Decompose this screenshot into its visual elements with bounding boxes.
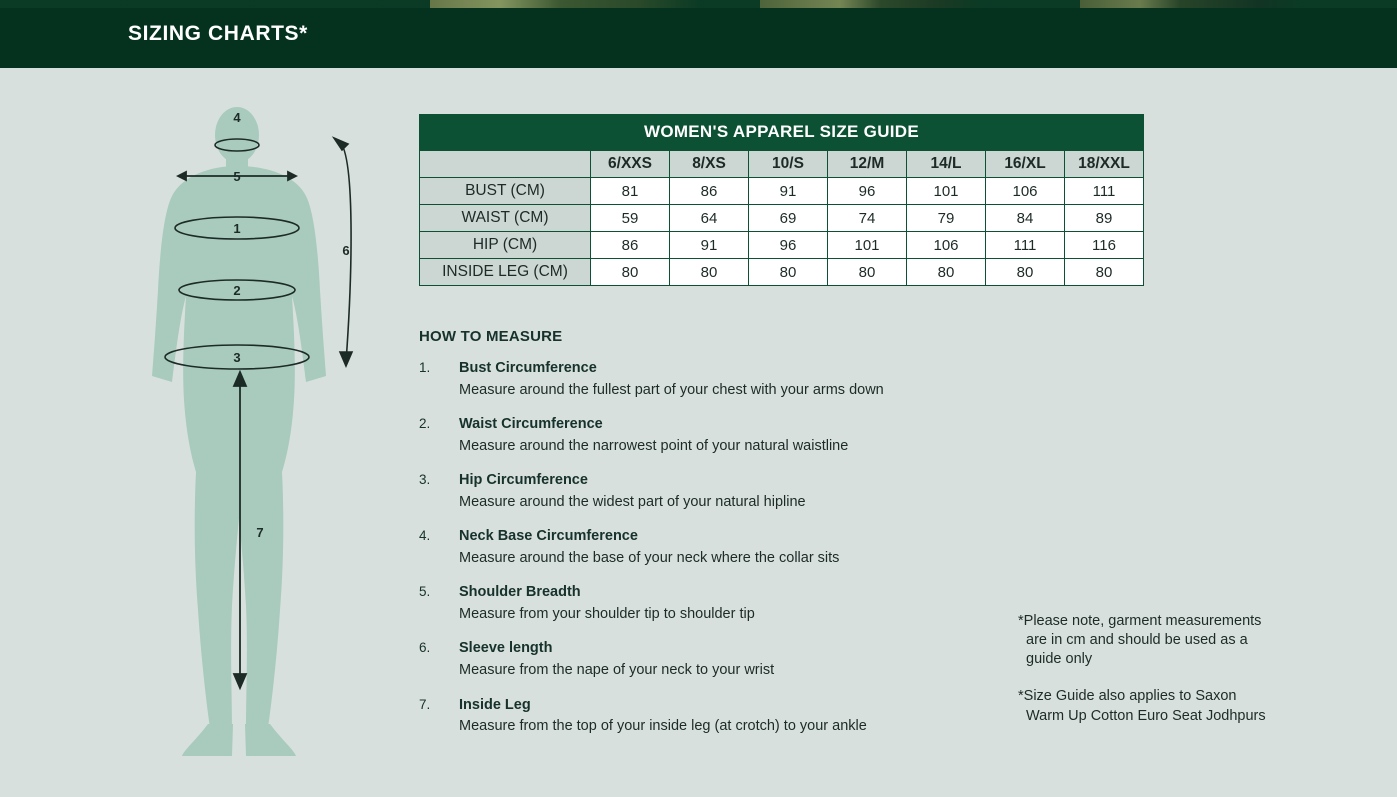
- figure-label-1: 1: [233, 221, 241, 236]
- column-header: 10/S: [749, 151, 828, 178]
- step-name: Waist Circumference: [459, 416, 603, 433]
- step-description: Measure around the base of your neck where the collar sits: [459, 549, 840, 566]
- table-cell: 80: [828, 259, 907, 286]
- measure-step: [419, 359, 1019, 399]
- figure-label-4: 4: [233, 110, 241, 125]
- table-cell: 86: [670, 178, 749, 205]
- figure-label-6: 6: [342, 243, 350, 258]
- table-cell: 80: [986, 259, 1065, 286]
- figure-label-7: 7: [256, 525, 264, 540]
- table-cell: 69: [749, 205, 828, 232]
- row-label: HIP (CM): [420, 232, 591, 259]
- measure-step: [419, 583, 1019, 623]
- how-to-measure-section: [419, 328, 1019, 752]
- table-corner-cell: [420, 151, 591, 178]
- row-label: WAIST (CM): [420, 205, 591, 232]
- footnote-size-guide-applies: [1018, 687, 1318, 725]
- column-header: 18/XXL: [1065, 151, 1144, 178]
- step-name: Inside Leg: [459, 696, 531, 713]
- step-description: Measure around the widest part of your natural hipline: [459, 493, 806, 510]
- footnote-line: *Size Guide also applies to Saxon: [1018, 688, 1237, 705]
- measure-step: [419, 415, 1019, 455]
- table-row: [420, 232, 1144, 259]
- step-name: Sleeve length: [459, 640, 553, 657]
- step-number: 3.: [419, 472, 431, 488]
- table-cell: 80: [670, 259, 749, 286]
- table-cell: 80: [749, 259, 828, 286]
- table-cell: 116: [1065, 232, 1144, 259]
- footnote-line: Warm Up Cotton Euro Seat Jodhpurs: [1026, 707, 1266, 724]
- table-cell: 111: [1065, 178, 1144, 205]
- table-row: [420, 178, 1144, 205]
- step-description: Measure around the narrowest point of your natural waistline: [459, 437, 849, 454]
- column-header: 12/M: [828, 151, 907, 178]
- table-cell: 74: [828, 205, 907, 232]
- step-name: Bust Circumference: [459, 360, 597, 376]
- table-title: WOMEN'S APPAREL SIZE GUIDE: [420, 115, 1144, 151]
- measure-step: [419, 471, 1019, 511]
- table-title-row: [420, 115, 1144, 151]
- footnotes: [1018, 612, 1318, 744]
- measure-step: [419, 639, 1019, 679]
- figure-label-5: 5: [233, 169, 241, 184]
- step-description: Measure from the top of your inside leg (at crotch) to your ankle: [459, 718, 867, 735]
- table-cell: 64: [670, 205, 749, 232]
- table-cell: 96: [749, 232, 828, 259]
- table-cell: 80: [907, 259, 986, 286]
- step-number: 1.: [419, 360, 431, 375]
- column-header: 8/XS: [670, 151, 749, 178]
- page-header: [0, 0, 1397, 68]
- table-cell: 91: [670, 232, 749, 259]
- step-number: 4.: [419, 528, 431, 544]
- step-description: Measure around the fullest part of your chest with your arms down: [459, 381, 884, 398]
- footnote-line: guide only: [1026, 651, 1093, 668]
- table-cell: 86: [591, 232, 670, 259]
- table-cell: 106: [907, 232, 986, 259]
- step-name: Neck Base Circumference: [459, 528, 638, 545]
- size-guide-table: [419, 114, 1144, 286]
- body-silhouette: [152, 107, 326, 756]
- table-row: [420, 259, 1144, 286]
- column-header: 14/L: [907, 151, 986, 178]
- table-cell: 79: [907, 205, 986, 232]
- table-cell: 111: [986, 232, 1065, 259]
- footnote-line: *Please note, garment measurements: [1018, 613, 1262, 629]
- step-name: Hip Circumference: [459, 472, 588, 489]
- column-header: 16/XL: [986, 151, 1065, 178]
- how-to-measure-title: HOW TO MEASURE: [419, 328, 563, 345]
- figure-label-3: 3: [233, 350, 241, 365]
- step-number: 2.: [419, 416, 431, 432]
- step-number: 5.: [419, 584, 431, 600]
- table-header-row: [420, 151, 1144, 178]
- table-cell: 101: [828, 232, 907, 259]
- table-cell: 101: [907, 178, 986, 205]
- step-name: Shoulder Breadth: [459, 584, 581, 601]
- figure-label-2: 2: [233, 283, 241, 298]
- step-description: Measure from the nape of your neck to your wrist: [459, 662, 775, 679]
- table-row: [420, 205, 1144, 232]
- footnote-line: are in cm and should be used as a: [1026, 632, 1248, 649]
- header-photo-strip: [0, 0, 1397, 8]
- table-cell: 106: [986, 178, 1065, 205]
- step-number: 6.: [419, 640, 431, 656]
- table-cell: 89: [1065, 205, 1144, 232]
- measurement-figure: [120, 100, 400, 760]
- table-cell: 81: [591, 178, 670, 205]
- table-cell: 91: [749, 178, 828, 205]
- row-label: INSIDE LEG (CM): [420, 259, 591, 286]
- measure-step: [419, 696, 1019, 736]
- footnote-measurements: [1018, 612, 1318, 669]
- table-cell: 80: [591, 259, 670, 286]
- table-cell: 59: [591, 205, 670, 232]
- column-header: 6/XXS: [591, 151, 670, 178]
- measure-step: [419, 527, 1019, 567]
- table-cell: 96: [828, 178, 907, 205]
- table-cell: 80: [1065, 259, 1144, 286]
- row-label: BUST (CM): [420, 178, 591, 205]
- step-description: Measure from your shoulder tip to shoulder tip: [459, 605, 755, 622]
- page-title: SIZING CHARTS*: [128, 22, 308, 45]
- step-number: 7.: [419, 696, 431, 712]
- table-cell: 84: [986, 205, 1065, 232]
